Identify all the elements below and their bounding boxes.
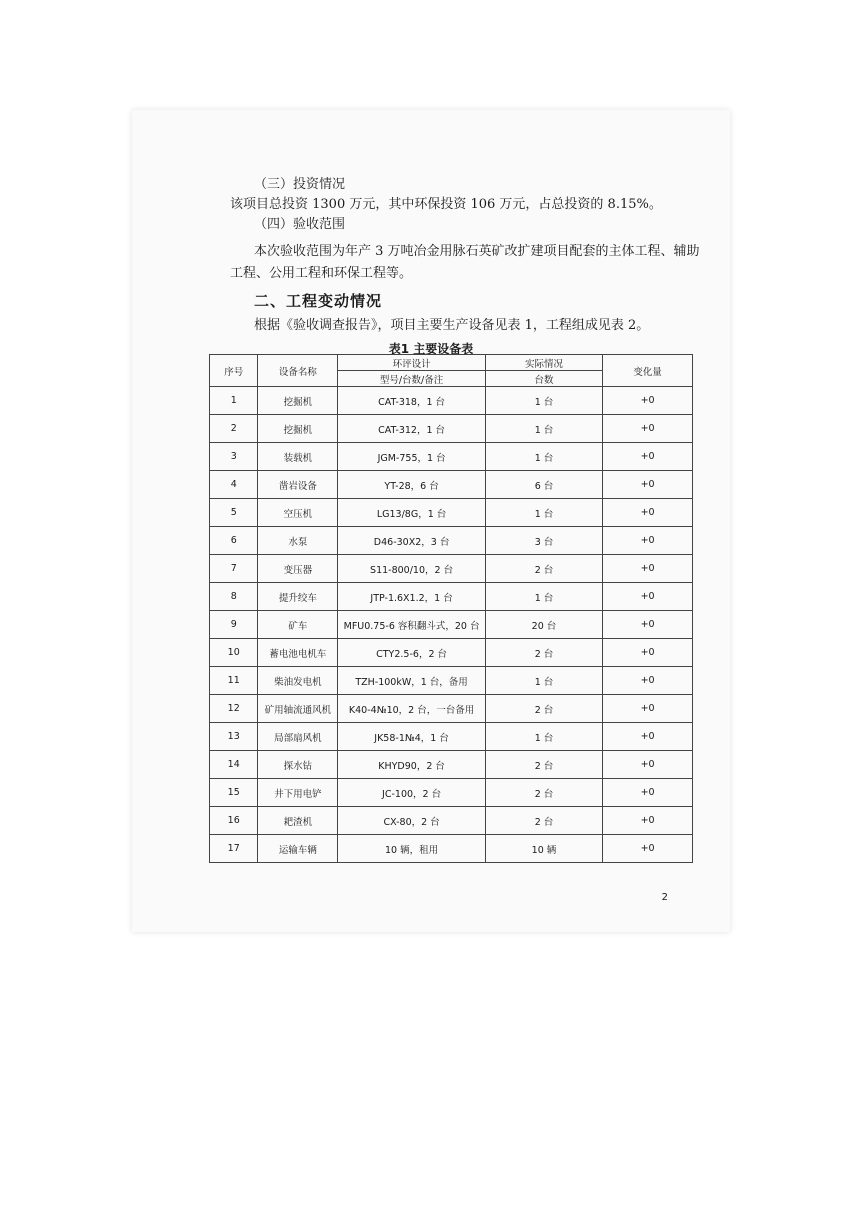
cell-design: S11-800/10，2 台 [338,555,485,583]
cell-change: +0 [603,387,693,415]
cell-no: 15 [210,779,258,807]
cell-change: +0 [603,835,693,863]
table-row [210,471,693,499]
table-row [210,779,693,807]
header-actual: 实际情况 [485,355,602,371]
cell-no: 3 [210,443,258,471]
heading-engineering-changes: 二、工程变动情况 [254,292,383,310]
header-no: 序号 [210,355,258,387]
cell-change: +0 [603,583,693,611]
cell-design: TZH-100kW，1 台，备用 [338,667,485,695]
cell-name: 矿车 [258,611,338,639]
page-number: 2 [661,892,668,903]
header-actual-sub: 台数 [485,371,602,387]
cell-change: +0 [603,807,693,835]
table-row [210,527,693,555]
cell-actual: 2 台 [485,695,602,723]
cell-actual: 1 台 [485,443,602,471]
cell-name: 运输车辆 [258,835,338,863]
cell-actual: 10 辆 [485,835,602,863]
cell-actual: 6 台 [485,471,602,499]
cell-name: 矿用轴流通风机 [258,695,338,723]
cell-name: 井下用电铲 [258,779,338,807]
table-row [210,695,693,723]
table-row [210,667,693,695]
intro-paragraph: 根据《验收调查报告》，项目主要生产设备见表 1，工程组成见表 2。 [254,318,650,333]
cell-change: +0 [603,415,693,443]
cell-design: MFU0.75-6 容积翻斗式，20 台 [338,611,485,639]
cell-change: +0 [603,639,693,667]
cell-design: JK58-1№4，1 台 [338,723,485,751]
cell-design: CTY2.5-6，2 台 [338,639,485,667]
cell-change: +0 [603,667,693,695]
cell-actual: 2 台 [485,779,602,807]
cell-name: 装载机 [258,443,338,471]
cell-name: 水泵 [258,527,338,555]
cell-actual: 2 台 [485,555,602,583]
cell-actual: 1 台 [485,499,602,527]
cell-design: JTP-1.6X1.2，1 台 [338,583,485,611]
cell-actual: 1 台 [485,415,602,443]
cell-name: 提升绞车 [258,583,338,611]
cell-name: 局部扇风机 [258,723,338,751]
cell-no: 10 [210,639,258,667]
section-3-title: （三）投资情况 [254,177,346,192]
table-caption: 表1 主要设备表 [388,342,474,356]
cell-no: 12 [210,695,258,723]
section-4-title: （四）验收范围 [254,217,346,232]
document-page [132,110,730,932]
cell-actual: 3 台 [485,527,602,555]
table-row [210,387,693,415]
cell-no: 16 [210,807,258,835]
cell-actual: 1 台 [485,723,602,751]
header-design-sub: 型号/台数/备注 [338,371,485,387]
table-row [210,583,693,611]
table-row [210,415,693,443]
cell-no: 2 [210,415,258,443]
cell-change: +0 [603,779,693,807]
cell-change: +0 [603,555,693,583]
section-4-text-line1: 本次验收范围为年产 3 万吨冶金用脉石英矿改扩建项目配套的主体工程、辅助 [254,244,700,259]
table-row [210,807,693,835]
section-4-text-line2: 工程、公用工程和环保工程等。 [230,266,413,281]
cell-name: 柴油发电机 [258,667,338,695]
cell-design: CAT-318，1 台 [338,387,485,415]
cell-no: 8 [210,583,258,611]
cell-design: YT-28，6 台 [338,471,485,499]
cell-actual: 2 台 [485,807,602,835]
cell-no: 14 [210,751,258,779]
cell-change: +0 [603,499,693,527]
cell-design: CAT-312，1 台 [338,415,485,443]
cell-name: 凿岩设备 [258,471,338,499]
cell-design: JGM-755，1 台 [338,443,485,471]
cell-change: +0 [603,443,693,471]
equipment-table [209,354,693,863]
cell-actual: 20 台 [485,611,602,639]
cell-design: 10 辆，租用 [338,835,485,863]
cell-change: +0 [603,527,693,555]
cell-no: 6 [210,527,258,555]
cell-name: 挖掘机 [258,387,338,415]
cell-no: 1 [210,387,258,415]
cell-no: 9 [210,611,258,639]
table-row [210,555,693,583]
cell-no: 4 [210,471,258,499]
cell-design: CX-80，2 台 [338,807,485,835]
table-row [210,639,693,667]
cell-change: +0 [603,751,693,779]
cell-no: 11 [210,667,258,695]
cell-change: +0 [603,723,693,751]
header-change: 变化量 [603,355,693,387]
cell-no: 7 [210,555,258,583]
table-row [210,443,693,471]
cell-name: 蓄电池电机车 [258,639,338,667]
cell-actual: 1 台 [485,583,602,611]
cell-name: 耙渣机 [258,807,338,835]
cell-no: 17 [210,835,258,863]
table-row [210,499,693,527]
cell-design: JC-100，2 台 [338,779,485,807]
cell-design: KHYD90，2 台 [338,751,485,779]
table-row [210,751,693,779]
section-3-text: 该项目总投资 1300 万元，其中环保投资 106 万元，占总投资的 8.15%。 [230,197,662,212]
cell-change: +0 [603,695,693,723]
header-name: 设备名称 [258,355,338,387]
cell-design: D46-30X2，3 台 [338,527,485,555]
table-row [210,835,693,863]
cell-change: +0 [603,471,693,499]
cell-name: 空压机 [258,499,338,527]
cell-no: 13 [210,723,258,751]
cell-change: +0 [603,611,693,639]
cell-design: K40-4№10，2 台，一台备用 [338,695,485,723]
cell-name: 变压器 [258,555,338,583]
table-row [210,723,693,751]
cell-actual: 2 台 [485,639,602,667]
cell-actual: 2 台 [485,751,602,779]
cell-no: 5 [210,499,258,527]
cell-name: 挖掘机 [258,415,338,443]
header-design: 环评设计 [338,355,485,371]
table-row [210,611,693,639]
cell-actual: 1 台 [485,387,602,415]
cell-actual: 1 台 [485,667,602,695]
cell-design: LG13/8G，1 台 [338,499,485,527]
cell-name: 探水钻 [258,751,338,779]
